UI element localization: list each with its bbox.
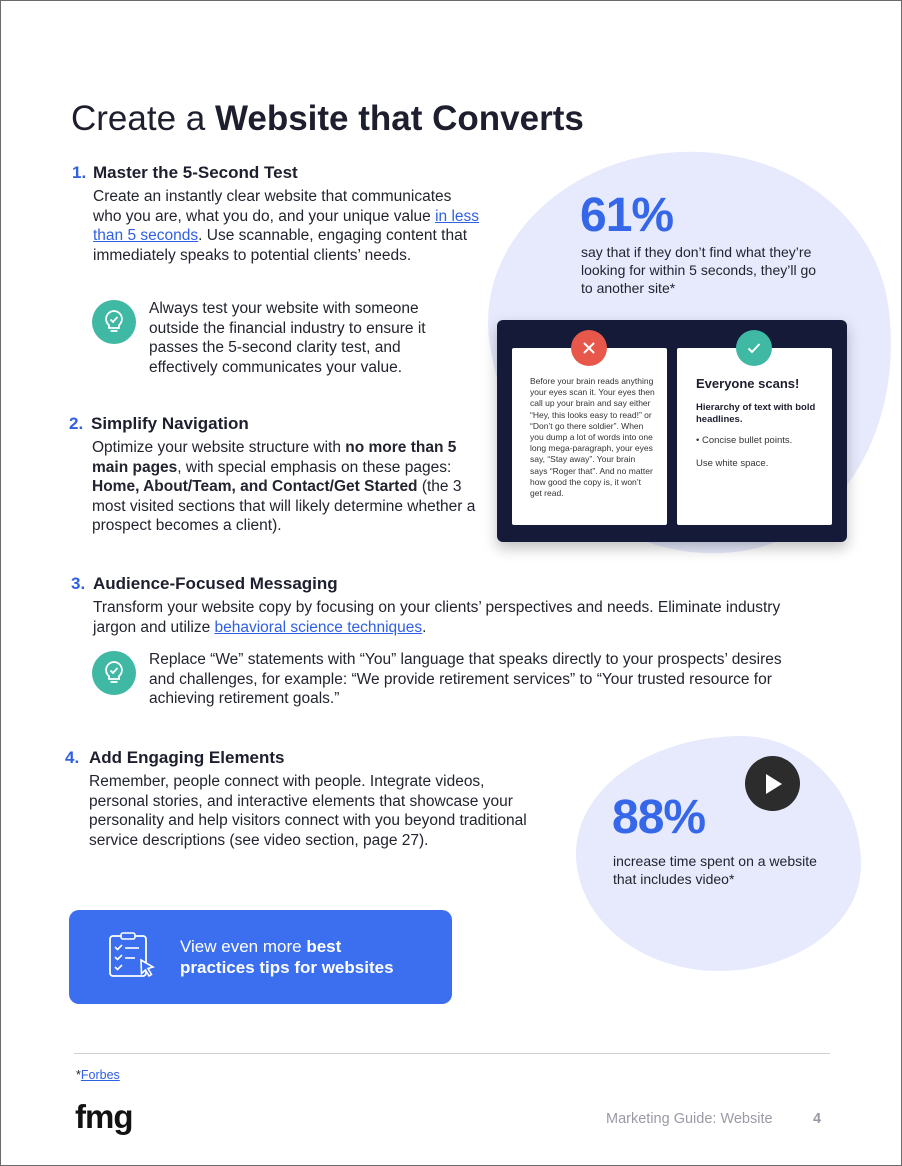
section-2-body-text-3: (the 3 most visited sections that will likely determine whether a prospect becomes a client). [92, 478, 476, 534]
footer-divider [74, 1053, 830, 1054]
lightbulb-check-icon [92, 651, 136, 695]
good-example-card [677, 348, 832, 525]
behavioral-science-link[interactable]: behavioral science techniques [214, 618, 423, 636]
best-practices-cta-button[interactable] [69, 910, 452, 1004]
section-3-tip: Replace “We” statements with “You” language that speaks directly to your prospects’ desires and challenges, for example: “We provide retirement services” to “Your trusted resource for achieving retirement goals.” [149, 651, 782, 707]
footnote-star: * [76, 1068, 81, 1082]
section-2-body-bold-1: no more than 5 main pages [92, 439, 457, 476]
cta-text-regular: View even more [180, 937, 307, 956]
title-bold: Website that Converts [214, 99, 584, 138]
fmg-logo: fmg [75, 1098, 133, 1135]
page-title [71, 99, 584, 139]
section-2-number: 2. [69, 414, 84, 433]
good-example-item: Use white space. [696, 458, 769, 469]
section-1-body-text: Create an instantly clear website that communicates who you are, what you do, and your unique value [93, 188, 452, 225]
section-3-number: 3. [71, 574, 86, 593]
section-1-heading: Master the 5-Second Test [93, 163, 298, 182]
good-example-subheading: Hierarchy of text with bold headlines. [696, 402, 816, 425]
section-2-body [92, 438, 477, 536]
footnote [76, 1068, 120, 1082]
cta-text-bold-1: best [306, 937, 342, 956]
good-example-bullet: • Concise bullet points. [696, 435, 793, 446]
lightbulb-check-icon [92, 300, 136, 344]
cta-label [180, 936, 394, 978]
x-icon [571, 330, 607, 366]
section-1-body [93, 187, 483, 265]
section-2-body-text-2: , with special emphasis on these pages: [177, 458, 452, 476]
title-regular: Create a [71, 99, 215, 138]
section-1-number: 1. [72, 163, 87, 182]
bad-example-text: Before your brain reads anything your eyes scan it. Your eyes then call up your brain and say either “Hey, this looks easy to read!” or “Don’t go there soldier”. When you dump a lot of words into one long mega-paragraph, your eyes say, “Stay away”. Your brain says “Roger that”. And no matter how good the copy is, it won’t get read. [530, 376, 655, 499]
section-4-heading: Add Engaging Elements [89, 748, 285, 767]
stat-61-description: say that if they don’t find what they’re looking for within 5 seconds, they’ll go to another site* [581, 244, 817, 296]
good-example-heading: Everyone scans! [696, 376, 800, 391]
bad-example-card [512, 348, 667, 525]
section-3-heading: Audience-Focused Messaging [93, 574, 338, 593]
section-3-body [93, 598, 793, 637]
stat-88-value: 88% [612, 791, 706, 844]
section-1-tip: Always test your website with someone outside the financial industry to ensure it passes the 5-second clarity test, and effectively communicates your value. [149, 300, 426, 376]
forbes-link[interactable]: Forbes [80, 1068, 120, 1082]
section-4-body: Remember, people connect with people. Integrate videos, personal stories, and interactive elements that showcase your personality and help visitors connect with you beyond traditional service descriptions (see video section, page 27). [89, 773, 527, 849]
section-4-number: 4. [65, 748, 80, 767]
page-number: 4 [813, 1111, 822, 1127]
stat-88-description: increase time spent on a website that includes video* [613, 853, 817, 887]
section-3-body-text-end: . [422, 618, 427, 636]
check-icon [736, 330, 772, 366]
checklist-cursor-icon [107, 932, 159, 982]
section-1-body-text-end: . Use scannable, engaging content that immediately speaks to potential clients’ needs. [93, 227, 467, 264]
section-2-heading: Simplify Navigation [91, 414, 249, 433]
section-3-body-text: Transform your website copy by focusing on your clients’ perspectives and needs. Eliminate industry jargon and utilize [93, 599, 781, 636]
stat-61-value: 61% [580, 189, 674, 242]
section-2-body-text-1: Optimize your website structure with [92, 439, 346, 456]
footer-guide-label: Marketing Guide: Website [606, 1111, 773, 1127]
cta-text-bold-2: practices tips for websites [180, 958, 394, 977]
comparison-card [497, 320, 847, 542]
section-2-body-bold-2: Home, About/Team, and Contact/Get Started [92, 478, 418, 495]
play-icon[interactable] [745, 756, 800, 811]
five-seconds-link[interactable]: in less than 5 seconds [93, 207, 480, 244]
